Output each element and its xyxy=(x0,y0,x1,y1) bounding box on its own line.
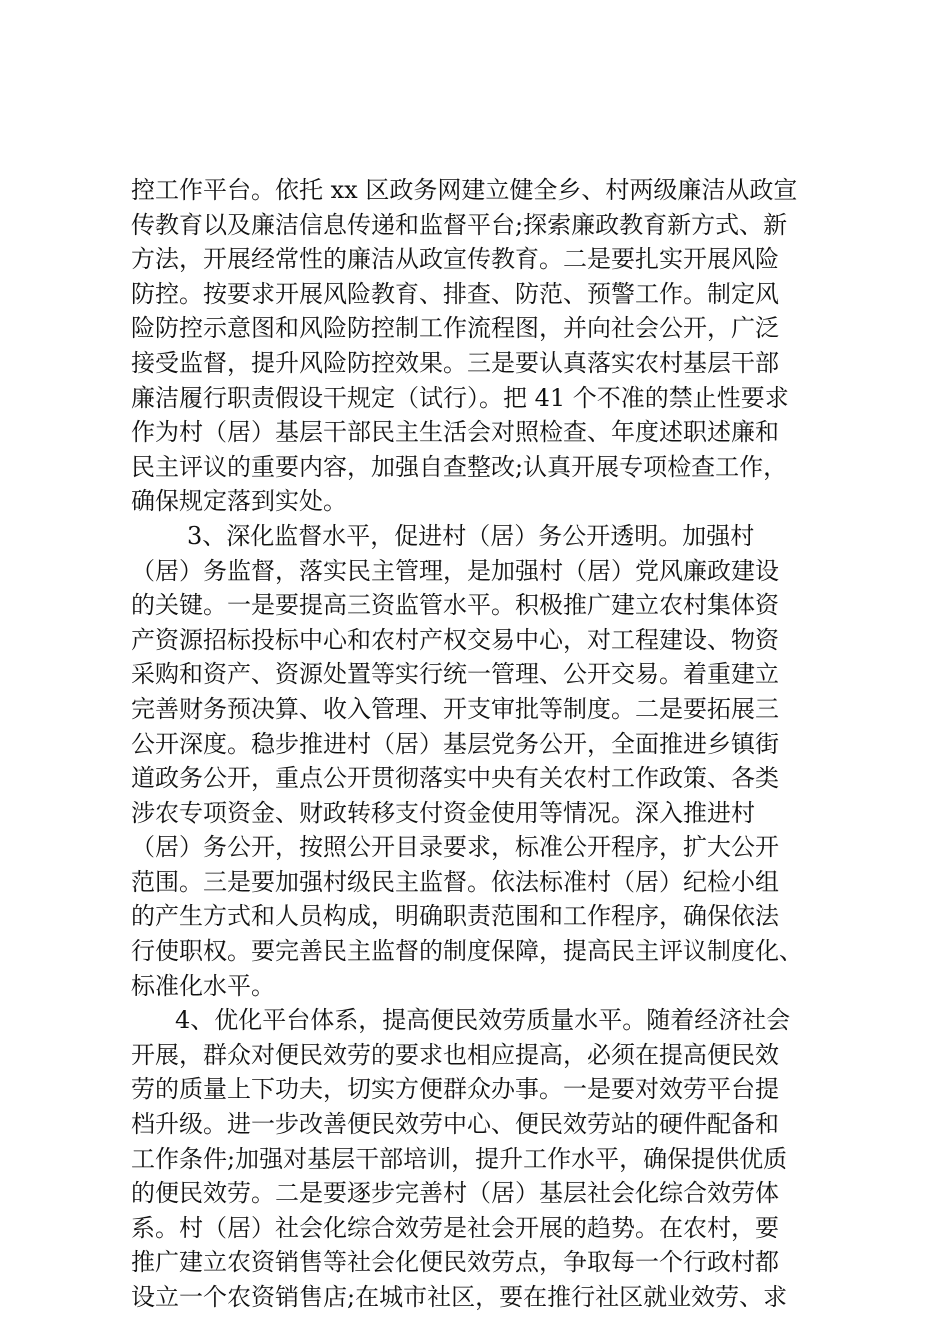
text-line: 范围。三是要加强村级民主监督。依法标准村（居）纪检小组 xyxy=(131,867,779,896)
text-line: 廉洁履行职责假设干规定（试行）。把 41 个不准的禁止性要求 xyxy=(131,383,789,412)
text-line: 标准化水平。 xyxy=(131,971,275,1000)
text-line: 行使职权。要完善民主监督的制度保障，提高民主评议制度化、 xyxy=(131,937,803,966)
text-line: 涉农专项资金、财政转移支付资金使用等情况。深入推进村 xyxy=(131,798,755,827)
text-line: 采购和资产、资源处置等实行统一管理、公开交易。着重建立 xyxy=(131,660,779,689)
body-text xyxy=(131,173,851,1315)
text-line: 传教育以及廉洁信息传递和监督平台;探索廉政教育新方式、新 xyxy=(131,210,788,239)
text-line: 险防控示意图和风险防控制工作流程图，并向社会公开，广泛 xyxy=(131,314,779,343)
text-line: 道政务公开，重点公开贯彻落实中央有关农村工作政策、各类 xyxy=(131,764,779,793)
text-line: 档升级。进一步改善便民效劳中心、便民效劳站的硬件配备和 xyxy=(131,1110,779,1139)
text-line: 公开深度。稳步推进村（居）基层党务公开，全面推进乡镇街 xyxy=(131,729,779,758)
text-line: （居）务公开，按照公开目录要求，标准公开程序，扩大公开 xyxy=(131,833,779,862)
paragraph-3 xyxy=(131,1003,851,1314)
text-line: 防控。按要求开展风险教育、排查、防范、预警工作。制定风 xyxy=(131,279,779,308)
text-line: 的产生方式和人员构成，明确职责范围和工作程序，确保依法 xyxy=(131,902,779,931)
text-line: 民主评议的重要内容，加强自查整改;认真开展专项检查工作， xyxy=(131,452,788,481)
text-line: 产资源招标投标中心和农村产权交易中心，对工程建设、物资 xyxy=(131,625,779,654)
paragraph-2 xyxy=(131,519,851,1003)
text-line: 控工作平台。依托 xx 区政务网建立健全乡、村两级廉洁从政宣 xyxy=(131,176,798,204)
text-line: 完善财务预决算、收入管理、开支审批等制度。二是要拓展三 xyxy=(131,694,779,723)
text-line: 3、深化监督水平，促进村（居）务公开透明。加强村 xyxy=(187,521,755,550)
paragraph-1 xyxy=(131,173,851,519)
text-line: 设立一个农资销售店;在城市社区，要在推行社区就业效劳、求 xyxy=(131,1283,788,1311)
text-line: 系。村（居）社会化综合效劳是社会开展的趋势。在农村，要 xyxy=(131,1213,779,1242)
text-line: 确保规定落到实处。 xyxy=(131,487,347,516)
text-line: 接受监督，提升风险防控效果。三是要认真落实农村基层干部 xyxy=(131,348,779,377)
text-line: 的便民效劳。二是要逐步完善村（居）基层社会化综合效劳体 xyxy=(131,1179,779,1208)
text-line: 的关键。一是要提高三资监管水平。积极推广建立农村集体资 xyxy=(131,591,779,620)
text-line: 推广建立农资销售等社会化便民效劳点，争取每一个行政村都 xyxy=(131,1248,779,1277)
text-line: 方法，开展经常性的廉洁从政宣传教育。二是要扎实开展风险 xyxy=(131,245,779,274)
text-line: （居）务监督，落实民主管理，是加强村（居）党风廉政建设 xyxy=(131,556,779,585)
text-line: 开展，群众对便民效劳的要求也相应提高，必须在提高便民效 xyxy=(131,1040,779,1069)
text-line: 4、优化平台体系，提高便民效劳质量水平。随着经济社会 xyxy=(175,1006,791,1035)
text-line: 劳的质量上下功夫，切实方便群众办事。一是要对效劳平台提 xyxy=(131,1075,779,1104)
text-line: 作为村（居）基层干部民主生活会对照检查、年度述职述廉和 xyxy=(131,418,779,447)
text-line: 工作条件;加强对基层干部培训，提升工作水平，确保提供优质 xyxy=(131,1144,788,1173)
